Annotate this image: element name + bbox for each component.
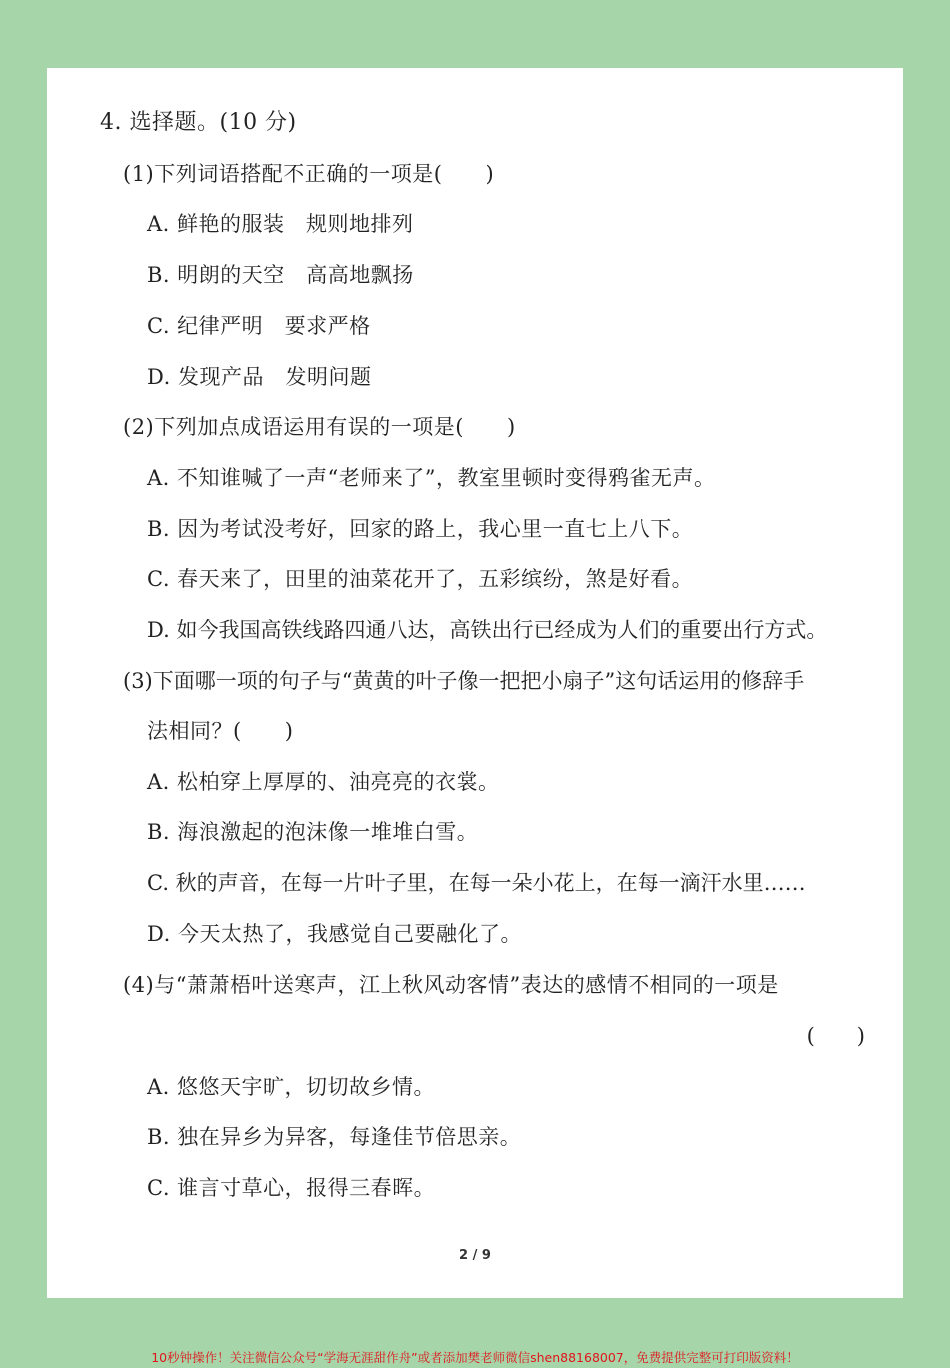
sub-question-1: (1)下列词语搭配不正确的一项是( ) bbox=[123, 162, 495, 186]
option-3d: D. 今天太热了，我感觉自己要融化了。 bbox=[147, 922, 522, 946]
option-2b: B. 因为考试没考好，回家的路上，我心里一直七上八下。 bbox=[147, 517, 694, 541]
sub-question-4: (4)与“萧萧梧叶送寒声，江上秋风动客情”表达的感情不相同的一项是 bbox=[123, 973, 779, 997]
option-4b: B. 独在异乡为异客，每逢佳节倍思亲。 bbox=[147, 1125, 522, 1149]
option-1c: C. 纪律严明 要求严格 bbox=[147, 314, 371, 338]
option-3b: B. 海浪激起的泡沫像一堆堆白雪。 bbox=[147, 820, 479, 844]
option-1a: A. 鲜艳的服装 规则地排列 bbox=[147, 212, 414, 236]
question-title: 4. 选择题。(10 分) bbox=[100, 110, 297, 135]
answer-parenthesis: ( ) bbox=[806, 1024, 865, 1048]
option-4c: C. 谁言寸草心，报得三春晖。 bbox=[147, 1176, 436, 1200]
option-2c: C. 春天来了，田里的油菜花开了，五彩缤纷，煞是好看。 bbox=[147, 567, 694, 591]
option-4a: A. 悠悠天宇旷，切切故乡情。 bbox=[147, 1075, 436, 1099]
footer-notice: 10秒钟操作！关注微信公众号“学海无涯甜作舟”或者添加樊老师微信shen88168007，免费提供完整可打印版资料！ bbox=[151, 1350, 799, 1365]
worksheet-page bbox=[47, 68, 903, 1298]
option-2d: D. 如今我国高铁线路四通八达，高铁出行已经成为人们的重要出行方式。 bbox=[147, 618, 828, 642]
sub-question-3-line1: (3)下面哪一项的句子与“黄黄的叶子像一把把小扇子”这句话运用的修辞手 bbox=[123, 669, 805, 693]
sub-question-2: (2)下列加点成语运用有误的一项是( ) bbox=[123, 415, 516, 439]
option-1b: B. 明朗的天空 高高地飘扬 bbox=[147, 263, 414, 287]
option-1d: D. 发现产品 发明问题 bbox=[147, 365, 372, 389]
option-2a: A. 不知谁喊了一声“老师来了”，教室里顿时变得鸦雀无声。 bbox=[147, 466, 716, 490]
option-3c: C. 秋的声音，在每一片叶子里，在每一朵小花上，在每一滴汗水里…… bbox=[147, 871, 806, 895]
page-number: 2 / 9 bbox=[459, 1248, 491, 1263]
sub-question-3-line2: 法相同？( ) bbox=[147, 719, 294, 743]
option-3a: A. 松柏穿上厚厚的、油亮亮的衣裳。 bbox=[147, 770, 500, 794]
